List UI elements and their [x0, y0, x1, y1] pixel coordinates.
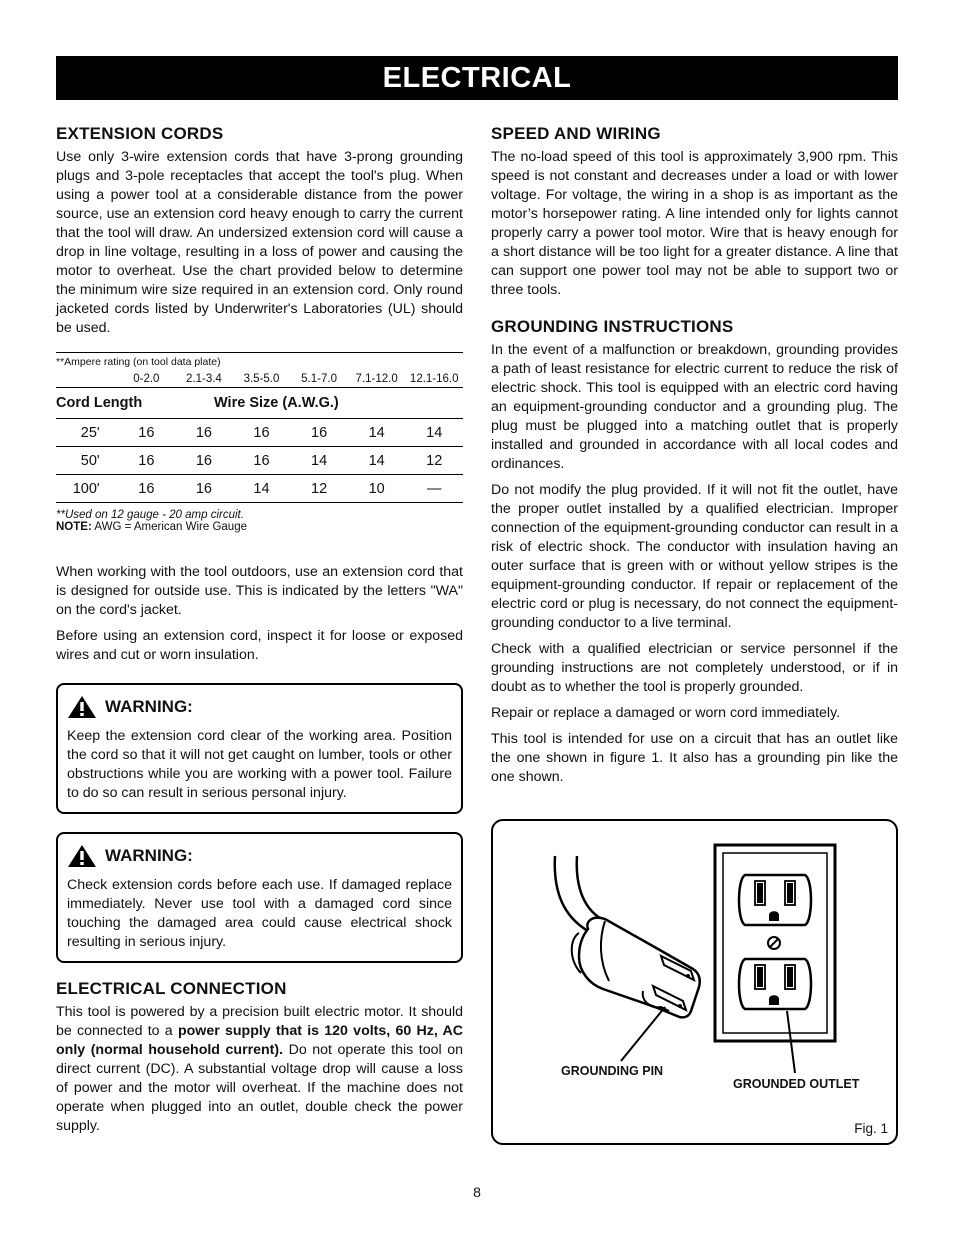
- cord-length-cell: 100': [72, 480, 100, 497]
- wire-size-cell: 16: [253, 424, 270, 441]
- awg-note: [56, 521, 463, 533]
- wire-size-cell: 16: [195, 480, 212, 497]
- ampere-rating-footnote: **Ampere rating (on tool data plate): [56, 356, 221, 368]
- wire-size-table: [56, 352, 463, 533]
- amp-range: 5.1-7.0: [301, 372, 337, 385]
- cord-length-cell: 50': [80, 452, 100, 469]
- warning-title-text: WARNING:: [105, 697, 193, 716]
- amp-range: 7.1-12.0: [355, 372, 398, 385]
- warning-text: Keep the extension cord clear of the working area. Position the cord so that it will not get caught on lumber, tools or other obstructions while you are working with a power tool. Failure to do so can result in serious personal injury.: [67, 728, 452, 801]
- wire-size-cell: 10: [368, 480, 385, 497]
- inspect-cord-paragraph: Before using an extension cord, inspect it for loose or exposed wires and cut or worn insulation.: [56, 628, 463, 663]
- wire-size-cell: 16: [195, 452, 212, 469]
- electrical-connection-paragraph: [56, 1003, 463, 1136]
- page-number: 8: [473, 1184, 481, 1200]
- wire-size-cell: 14: [368, 452, 385, 469]
- connection-bold-text: power supply that is 120 volts, 60 Hz, AC only (normal household current).: [56, 1023, 463, 1058]
- warning-title-text: WARNING:: [105, 846, 193, 865]
- warning-icon: [67, 695, 97, 719]
- section-banner: ELECTRICAL: [56, 56, 898, 100]
- connection-text: This tool is powered by a precision built electric motor. It should be connected to a: [56, 1004, 463, 1039]
- note-label: NOTE:: [56, 521, 92, 533]
- table-row: [56, 419, 463, 447]
- outdoor-cord-paragraph: When working with the tool outdoors, use an extension cord that is designed for outside use. This is indicated by the letters "WA" on the cord's jacket.: [56, 564, 463, 618]
- extension-cords-heading: EXTENSION CORDS: [56, 124, 224, 143]
- wire-size-header: Wire Size (A.W.G.): [214, 395, 339, 411]
- warning-icon: [67, 844, 97, 868]
- grounding-paragraph: Do not modify the plug provided. If it will not fit the outlet, have the proper outlet installed by a qualified electrician. Improper connection of the equipment-grounding conductor can result in a risk of electric shock. The conductor with insulation having an outer surface that is green with or without yellow stripes is the equipment-grounding conductor. If repair or replacement of the electric cord or plug is necessary, do not connect the equipment-grounding conductor to a live terminal.: [491, 482, 898, 631]
- amp-range: 3.5-5.0: [243, 372, 280, 385]
- warning-text: Check extension cords before each use. If damaged replace immediately. Never use tool with a damaged cord since touching the damaged area could cause electrical shock resulting in serious injury.: [67, 877, 452, 950]
- wire-size-cell: 16: [311, 424, 328, 441]
- speed-wiring-heading: SPEED AND WIRING: [491, 124, 661, 143]
- figure-caption: Fig. 1: [854, 1121, 888, 1136]
- figure-1: [491, 819, 898, 1145]
- note-text: AWG = American Wire Gauge: [91, 521, 247, 533]
- warning-title: [67, 695, 452, 719]
- wire-size-cell: —: [426, 480, 442, 497]
- wire-size-cell: 16: [253, 452, 270, 469]
- wire-size-cell: 12: [426, 452, 443, 469]
- cord-length-header: Cord Length: [56, 395, 143, 411]
- amp-range: 12.1-16.0: [409, 372, 459, 385]
- grounded-outlet-label: GROUNDED OUTLET: [733, 1077, 860, 1091]
- grounding-paragraph: In the event of a malfunction or breakdown, grounding provides a path of least resistance for electric current to reduce the risk of electric shock. This tool is equipped with an electric cord having an equipment-grounding conductor and a grounding plug. The plug must be plugged into a matching outlet that is properly installed and grounded in accordance with all local codes and ordinances.: [491, 342, 898, 472]
- left-column: [56, 124, 463, 1143]
- connection-text: Do not operate this tool on direct current (DC). A substantial voltage drop will cause a loss of power and the motor will overheat. If the machine does not operate when plugged into an outlet, double check the power supply.: [56, 1042, 463, 1134]
- gauge-note: **Used on 12 gauge - 20 amp circuit.: [56, 509, 244, 521]
- extension-cords-paragraph: Use only 3-wire extension cords that have 3-prong grounding plugs and 3-pole receptacles that accept the tool's plug. When using a power tool at a considerable distance from the power source, use an extension cord heavy enough to carry the current that the tool will draw. An undersized extension cord will cause a drop in line voltage, resulting in a loss of power and causing the motor to overheat. Use the chart provided below to determine the minimum wire size required in an extension cord. Only round jacketed cords listed by Underwriter's Laboratories (UL) should be used.: [56, 149, 463, 336]
- warning-box: [56, 683, 463, 814]
- plug-and-outlet-illustration: [493, 821, 896, 1143]
- wire-size-cell: 12: [311, 480, 328, 497]
- wire-size-cell: 14: [311, 452, 328, 469]
- wire-size-cell: 14: [368, 424, 385, 441]
- ampere-header-row: [56, 370, 463, 388]
- wire-size-cell: 16: [195, 424, 212, 441]
- grounding-heading: GROUNDING INSTRUCTIONS: [491, 317, 734, 336]
- amp-range: 0-2.0: [133, 372, 160, 385]
- warning-title: [67, 844, 452, 868]
- table-header-row: [56, 388, 463, 419]
- table-row: [56, 447, 463, 475]
- wire-size-cell: 14: [426, 424, 443, 441]
- wire-size-cell: 16: [138, 452, 155, 469]
- wire-size-cell: 16: [138, 480, 155, 497]
- grounding-paragraph: This tool is intended for use on a circuit that has an outlet like the one shown in figure 1. It also has a grounding pin like the one shown.: [491, 731, 898, 785]
- table-row: [56, 475, 463, 503]
- amp-range: 2.1-3.4: [186, 372, 222, 385]
- warning-box: [56, 832, 463, 963]
- wire-size-cell: 16: [138, 424, 155, 441]
- grounding-paragraph: Check with a qualified electrician or service personnel if the grounding instructions are not completely understood, or if in doubt as to whether the tool is properly grounded.: [491, 641, 898, 695]
- electrical-connection-heading: ELECTRICAL CONNECTION: [56, 979, 287, 998]
- grounding-paragraph: Repair or replace a damaged or worn cord immediately.: [491, 705, 841, 721]
- grounding-pin-label: GROUNDING PIN: [561, 1064, 664, 1078]
- right-column: [491, 124, 898, 794]
- speed-wiring-paragraph: The no-load speed of this tool is approximately 3,900 rpm. This speed is not constant and decreases under a load or with lower voltage. For voltage, the wiring in a shop is as important as the motor’s horsepower rating. A line intended only for lights cannot properly carry a power tool motor. Wire that is heavy enough for a short distance will be too light for a greater distance. A line that can support one power tool may not be able to support two or three tools.: [491, 149, 898, 298]
- wire-size-cell: 14: [253, 480, 270, 497]
- cord-length-cell: 25': [80, 424, 100, 441]
